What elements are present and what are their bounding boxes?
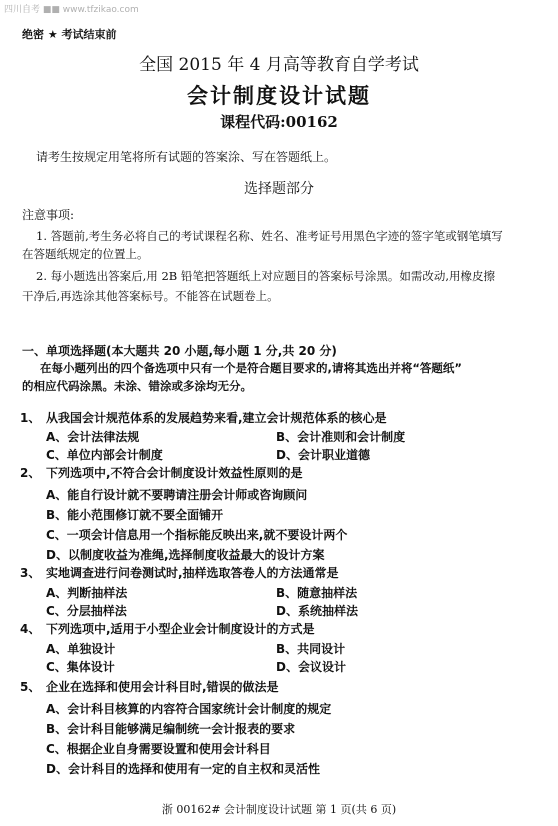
notes-heading: 注意事项: [22,208,75,222]
q2-option-d: D、以制度收益为准绳,选择制度收益最大的设计方案 [46,548,325,562]
question-number: 4、 [20,622,41,636]
question-1 [20,409,387,426]
question-number: 1、 [20,411,41,425]
q1-option-b: B、会计准则和会计制度 [276,430,406,444]
part1-desc-1: 在每小题列出的四个备选项中只有一个是符合题目要求的,请将其选出并将“答题纸” [40,361,462,375]
watermark: 四川自考 ■■ www.tfzikao.com [4,5,139,15]
question-stem: 下列选项中,适用于小型企业会计制度设计的方式是 [46,622,315,636]
note-2-line-1: 2. 每小题选出答案后,用 2B 铅笔把答题纸上对应题目的答案标号涂黑。如需改动,用橡皮擦 [36,269,496,283]
question-stem: 实地调查进行问卷测试时,抽样选取答卷人的方法通常是 [46,566,339,580]
q4-option-c: C、集体设计 [46,660,115,674]
question-2 [20,464,303,481]
part1-desc-2: 的相应代码涂黑。未涂、错涂或多涂均无分。 [22,379,252,393]
q2-option-c: C、一项会计信息用一个指标能反映出来,就不要设计两个 [46,528,348,542]
q5-option-a: A、会计科目核算的内容符合国家统计会计制度的规定 [46,702,332,716]
q3-option-b: B、随意抽样法 [276,586,358,600]
question-5 [20,678,279,695]
q1-option-a: A、会计法律法规 [46,430,140,444]
part1-title: 一、单项选择题(本大题共 20 小题,每小题 1 分,共 20 分) [22,344,337,358]
q3-option-a: A、判断抽样法 [46,586,128,600]
q5-option-b: B、会计科目能够满足编制统一会计报表的要求 [46,722,296,736]
q5-option-d: D、会计科目的选择和使用有一定的自主权和灵活性 [46,762,320,776]
secret-label: 绝密 ★ 考试结束前 [22,28,117,41]
question-stem: 从我国会计规范体系的发展趋势来看,建立会计规范体系的核心是 [46,411,387,425]
note-1-line-2: 在答题纸规定的位置上。 [22,247,149,261]
question-stem: 企业在选择和使用会计科目时,错误的做法是 [46,680,279,694]
question-number: 2、 [20,466,41,480]
q2-option-b: B、能小范围修订就不要全面铺开 [46,508,224,522]
question-3 [20,564,339,581]
q3-option-d: D、系统抽样法 [276,604,358,618]
instruction: 请考生按规定用笔将所有试题的答案涂、写在答题纸上。 [36,150,337,164]
question-number: 5、 [20,680,41,694]
q1-option-d: D、会计职业道德 [276,448,370,462]
course-code: 课程代码:00162 [220,113,338,131]
q3-option-c: C、分层抽样法 [46,604,127,618]
q4-option-d: D、会议设计 [276,660,346,674]
q4-option-b: B、共同设计 [276,642,346,656]
subject-title: 会计制度设计试题 [187,83,371,108]
note-2-line-2: 干净后,再选涂其他答案标号。不能答在试题卷上。 [22,289,279,303]
question-number: 3、 [20,566,41,580]
question-stem: 下列选项中,不符合会计制度设计效益性原则的是 [46,466,303,480]
q2-option-a: A、能自行设计就不要聘请注册会计师或咨询顾问 [46,488,308,502]
q1-option-c: C、单位内部会计制度 [46,448,163,462]
note-1-line-1: 1. 答题前,考生务必将自己的考试课程名称、姓名、准考证号用黑色字迹的签字笔或钢笔填写 [36,229,503,243]
q5-option-c: C、根据企业自身需要设置和使用会计科目 [46,742,271,756]
exam-title: 全国 2015 年 4 月高等教育自学考试 [139,55,419,75]
question-4 [20,620,315,637]
section-title: 选择题部分 [244,181,314,197]
page-footer: 浙 00162# 会计制度设计试题 第 1 页(共 6 页) [161,803,397,816]
q4-option-a: A、单独设计 [46,642,116,656]
